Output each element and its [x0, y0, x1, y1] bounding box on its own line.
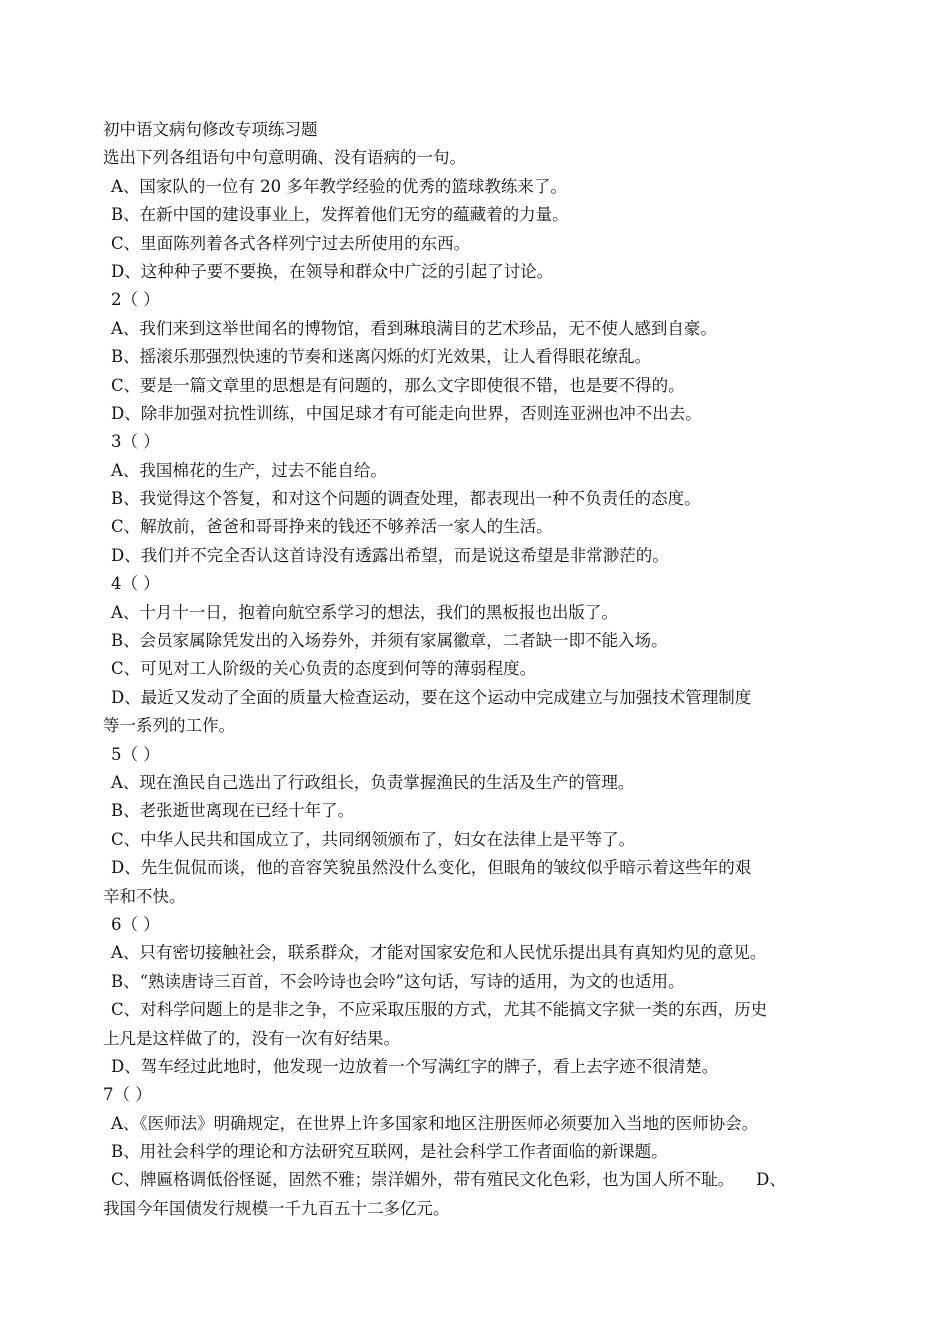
q1-option-b: B、在新中国的建设事业上，发挥着他们无穷的蕴藏着的力量。 [111, 205, 569, 225]
q3-option-a: A、我国棉花的生产，过去不能自给。 [111, 460, 387, 480]
q7-option-d: 我国今年国债发行规模一千九百五十二多亿元。 [103, 1198, 450, 1218]
document-page [103, 116, 853, 1223]
q4-option-b: B、会员家属除凭发出的入场券外，并须有家属徽章，二者缺一即不能入场。 [111, 631, 668, 651]
q4-number: 4（ ） [111, 574, 160, 594]
q5-number: 5（ ） [111, 744, 160, 764]
q1-option-c: C、里面陈列着各式各样列宁过去所使用的东西。 [111, 233, 471, 253]
q3-option-b: B、我觉得这个答复，和对这个问题的调查处理，都表现出一种不负责任的态度。 [111, 489, 701, 509]
q6-option-b: B、“熟读唐诗三百首，不会吟诗也会吟”这句话，写诗的适用，为文的也适用。 [111, 971, 685, 991]
q2-number: 2（ ） [111, 290, 160, 310]
q2-option-b: B、摇滚乐那强烈快速的节奏和迷离闪烁的灯光效果，让人看得眼花缭乱。 [111, 347, 652, 367]
q4-option-d-line2: 等一系列的工作。 [103, 716, 235, 736]
instruction-text: 选出下列各组语句中句意明确、没有语病的一句。 [103, 148, 466, 168]
q4-option-d-line1: D、最近又发动了全面的质量大检查运动，要在这个运动中完成建立与加强技术管理制度 [111, 687, 752, 707]
q7-option-c-with-d-label [103, 1166, 853, 1194]
q7-option-d-label: D、 [756, 1170, 786, 1190]
q3-option-c: C、解放前，爸爸和哥哥挣来的钱还不够养活一家人的生活。 [111, 517, 553, 537]
q5-option-c: C、中华人民共和国成立了，共同纲领颁布了，妇女在法律上是平等了。 [111, 829, 636, 849]
q3-option-d: D、我们并不完全否认这首诗没有透露出希望，而是说这希望是非常渺茫的。 [111, 545, 669, 565]
q2-option-d: D、除非加强对抗性训练，中国足球才有可能走向世界，否则连亚洲也冲不出去。 [111, 403, 702, 423]
q7-option-a: A、《医师法》明确规定，在世界上许多国家和地区注册医师必须要加入当地的医师协会。 [111, 1113, 759, 1133]
q4-option-a: A、十月十一日，抱着向航空系学习的想法，我们的黑板报也出版了。 [111, 602, 618, 622]
q6-option-a: A、只有密切接触社会，联系群众，才能对国家安危和人民忧乐提出具有真知灼见的意见。 [111, 943, 767, 963]
q6-option-c-line2: 上凡是这样做了的，没有一次有好结果。 [103, 1028, 400, 1048]
document-title: 初中语文病句修改专项练习题 [103, 120, 318, 139]
q4-option-c: C、可见对工人阶级的关心负责的态度到何等的薄弱程度。 [111, 659, 537, 679]
q7-number: 7（ ） [103, 1085, 152, 1105]
q1-option-d: D、这种种子要不要换，在领导和群众中广泛的引起了讨论。 [111, 261, 554, 281]
q6-option-d: D、驾车经过此地时，他发现一边放着一个写满红字的牌子，看上去字迹不很清楚。 [111, 1056, 719, 1076]
q2-option-c: C、要是一篇文章里的思想是有问题的，那么文字即使很不错，也是要不得的。 [111, 375, 685, 395]
q5-option-a: A、现在渔民自己选出了行政组长，负责掌握渔民的生活及生产的管理。 [111, 772, 635, 792]
q6-number: 6（ ） [111, 914, 160, 934]
q5-option-b: B、老张逝世离现在已经十年了。 [111, 801, 355, 821]
q3-number: 3（ ） [111, 432, 160, 452]
q5-option-d-line1: D、先生侃侃而谈，他的音容笑貌虽然没什么变化，但眼角的皱纹似乎暗示着这些年的艰 [111, 858, 752, 878]
q5-option-d-line2: 辛和不快。 [103, 886, 186, 906]
q7-option-b: B、用社会科学的理论和方法研究互联网，是社会科学工作者面临的新课题。 [111, 1142, 668, 1162]
q1-option-a: A、国家队的一位有 20 多年教学经验的优秀的篮球教练来了。 [111, 176, 567, 196]
q6-option-c-line1: C、对科学问题上的是非之争，不应采取压服的方式，尤其不能搞文字狱一类的东西，历史 [111, 1000, 768, 1020]
q2-option-a: A、我们来到这举世闻名的博物馆，看到琳琅满目的艺术珍品，无不使人感到自豪。 [111, 318, 717, 338]
q7-option-c: C、牌匾格调低俗怪诞，固然不雅；崇洋媚外，带有殖民文化色彩，也为国人所不耻。 [111, 1170, 735, 1190]
